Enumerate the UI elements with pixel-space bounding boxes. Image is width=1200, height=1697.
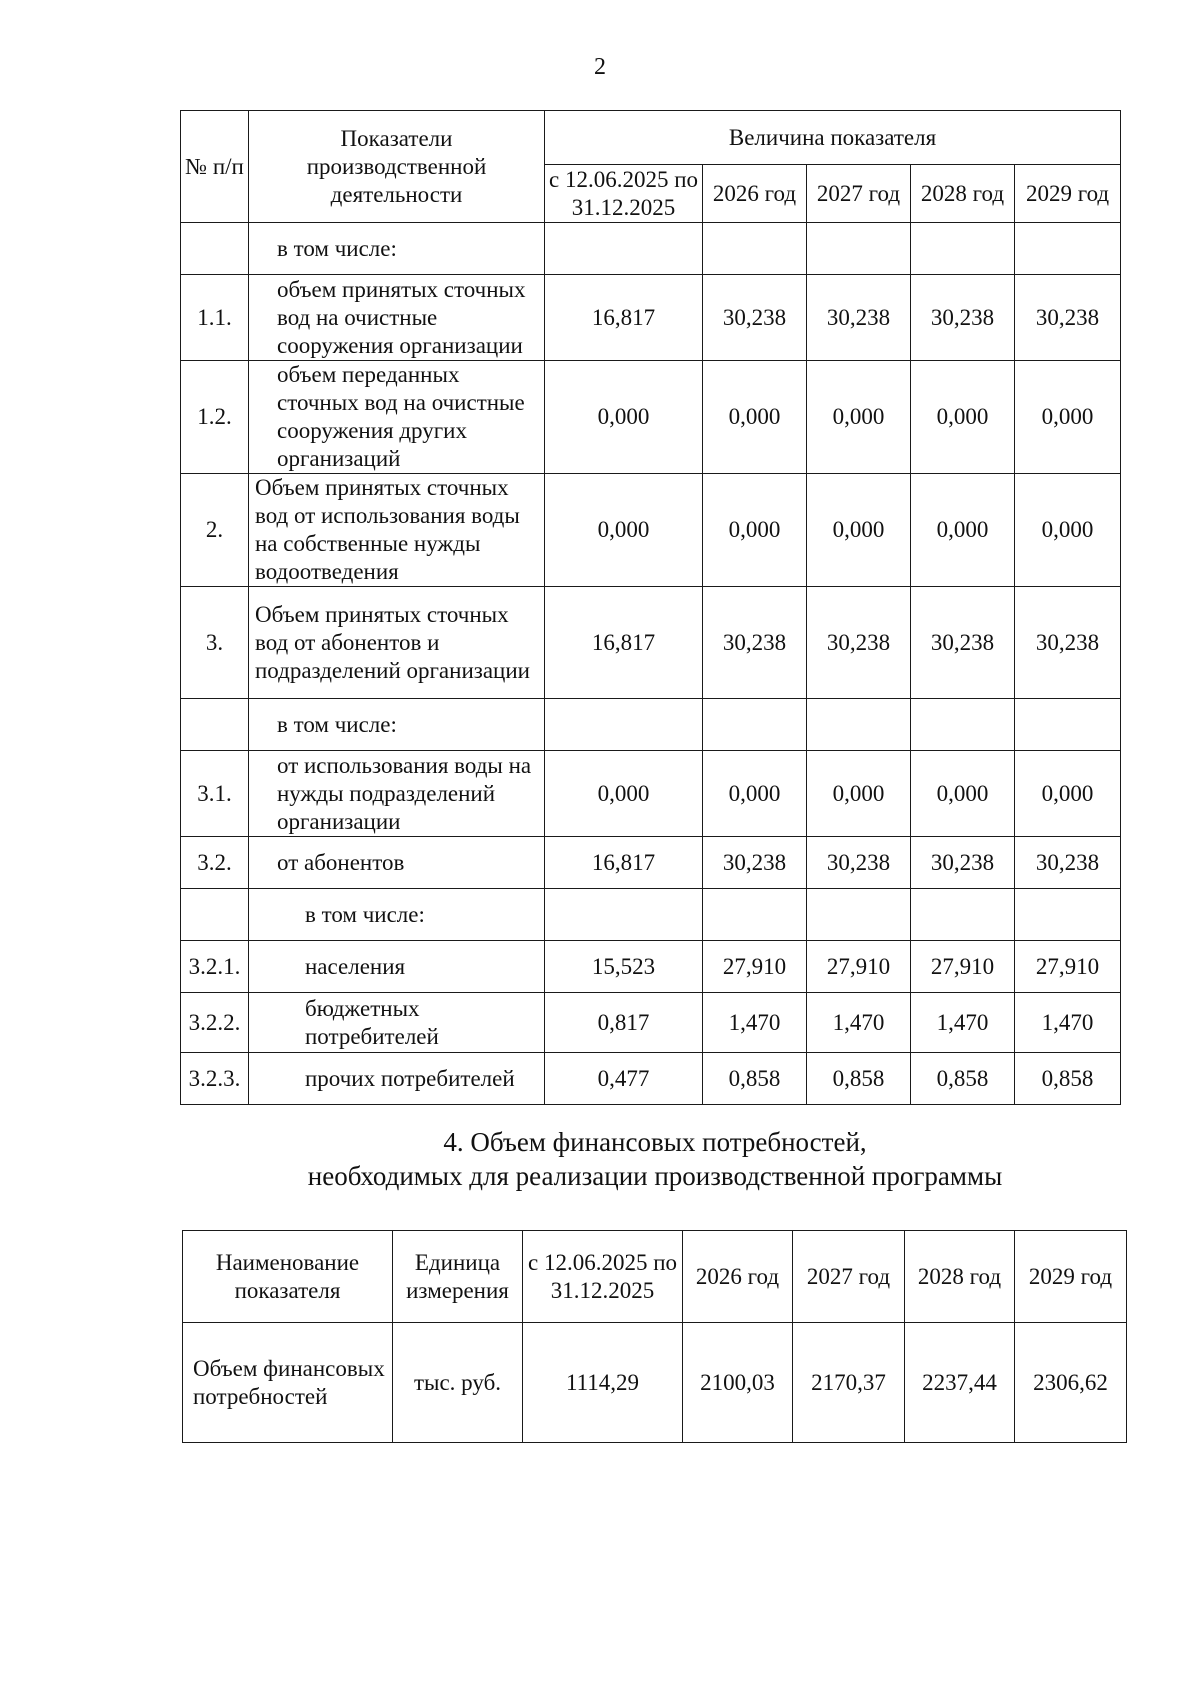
column-header-value-group: Величина показателя bbox=[545, 111, 1121, 165]
row-value: 0,000 bbox=[807, 751, 911, 837]
column-header-period: 2026 год bbox=[703, 165, 807, 223]
page-number: 2 bbox=[594, 54, 606, 80]
row-value: 30,238 bbox=[807, 837, 911, 889]
row-value: 30,238 bbox=[703, 837, 807, 889]
row-number: 3.2. bbox=[181, 837, 249, 889]
row-value: 30,238 bbox=[807, 275, 911, 361]
column-header-period: 2029 год bbox=[1015, 1231, 1127, 1323]
row-number bbox=[181, 889, 249, 941]
row-value: 27,910 bbox=[807, 941, 911, 993]
column-header-period: с 12.06.2025 по 31.12.2025 bbox=[523, 1231, 683, 1323]
row-value: 0,000 bbox=[545, 751, 703, 837]
row-value: 0,000 bbox=[1015, 361, 1121, 474]
row-value: 0,000 bbox=[545, 361, 703, 474]
row-value: 1,470 bbox=[807, 993, 911, 1053]
column-header-period: с 12.06.2025 по 31.12.2025 bbox=[545, 165, 703, 223]
table-row bbox=[181, 699, 1121, 751]
row-value: 0,000 bbox=[1015, 474, 1121, 587]
row-value: 1,470 bbox=[703, 993, 807, 1053]
row-value bbox=[807, 699, 911, 751]
row-value: 0,000 bbox=[807, 361, 911, 474]
row-value: 2237,44 bbox=[905, 1323, 1015, 1443]
row-value: 2170,37 bbox=[793, 1323, 905, 1443]
row-value: 0,000 bbox=[911, 751, 1015, 837]
row-value: 27,910 bbox=[1015, 941, 1121, 993]
row-value: 0,000 bbox=[1015, 751, 1121, 837]
row-label: Объем финансовых потребностей bbox=[183, 1323, 393, 1443]
row-value: 15,523 bbox=[545, 941, 703, 993]
row-value: 27,910 bbox=[703, 941, 807, 993]
row-label: бюджетных потребителей bbox=[249, 993, 545, 1053]
row-value: 0,000 bbox=[703, 474, 807, 587]
row-value: 1114,29 bbox=[523, 1323, 683, 1443]
row-value: 0,000 bbox=[703, 751, 807, 837]
column-header-indicator: Показатели производственной деятельности bbox=[249, 111, 545, 223]
row-value bbox=[703, 699, 807, 751]
row-value: 30,238 bbox=[1015, 837, 1121, 889]
row-label: Объем принятых сточных вод от абонентов и подразделений организации bbox=[249, 587, 545, 699]
column-header-period: 2026 год bbox=[683, 1231, 793, 1323]
table-row bbox=[181, 275, 1121, 361]
row-label: прочих потребителей bbox=[249, 1053, 545, 1105]
row-label: объем принятых сточных вод на очистные сооружения организации bbox=[249, 275, 545, 361]
section-title-line-1: 4. Объем финансовых потребностей, bbox=[443, 1127, 867, 1157]
row-value: 30,238 bbox=[911, 587, 1015, 699]
row-number: 3.1. bbox=[181, 751, 249, 837]
row-value: 16,817 bbox=[545, 275, 703, 361]
row-value bbox=[545, 699, 703, 751]
row-value: 16,817 bbox=[545, 837, 703, 889]
column-header-unit: Единица измерения bbox=[393, 1231, 523, 1323]
row-value: 2306,62 bbox=[1015, 1323, 1127, 1443]
table-row bbox=[181, 751, 1121, 837]
row-value: 30,238 bbox=[703, 587, 807, 699]
row-value: 0,000 bbox=[911, 361, 1015, 474]
row-number: 3.2.3. bbox=[181, 1053, 249, 1105]
row-value: 0,817 bbox=[545, 993, 703, 1053]
row-label: от использования воды на нужды подразделений организации bbox=[249, 751, 545, 837]
row-value: 0,000 bbox=[545, 474, 703, 587]
column-header-period: 2028 год bbox=[911, 165, 1015, 223]
table-row bbox=[181, 993, 1121, 1053]
row-value: 0,477 bbox=[545, 1053, 703, 1105]
table-row bbox=[181, 361, 1121, 474]
row-value bbox=[911, 699, 1015, 751]
row-value: 0,858 bbox=[807, 1053, 911, 1105]
row-number bbox=[181, 223, 249, 275]
table-row bbox=[181, 223, 1121, 275]
row-label: объем переданных сточных вод на очистные сооружения других организаций bbox=[249, 361, 545, 474]
table-row bbox=[181, 941, 1121, 993]
column-header-name: Наименование показателя bbox=[183, 1231, 393, 1323]
row-value: 0,858 bbox=[911, 1053, 1015, 1105]
column-header-period: 2027 год bbox=[793, 1231, 905, 1323]
row-label: населения bbox=[249, 941, 545, 993]
row-label: в том числе: bbox=[249, 223, 545, 275]
row-value: 30,238 bbox=[807, 587, 911, 699]
row-value bbox=[807, 889, 911, 941]
row-label: от абонентов bbox=[249, 837, 545, 889]
row-value: 30,238 bbox=[703, 275, 807, 361]
table-row bbox=[183, 1323, 1127, 1443]
row-number: 1.1. bbox=[181, 275, 249, 361]
row-number bbox=[181, 699, 249, 751]
row-value bbox=[703, 223, 807, 275]
column-header-period: 2029 год bbox=[1015, 165, 1121, 223]
row-number: 3.2.1. bbox=[181, 941, 249, 993]
row-number: 1.2. bbox=[181, 361, 249, 474]
row-value: 1,470 bbox=[911, 993, 1015, 1053]
row-number: 3.2.2. bbox=[181, 993, 249, 1053]
row-value: 2100,03 bbox=[683, 1323, 793, 1443]
production-indicators-table bbox=[180, 110, 1121, 1105]
row-label: в том числе: bbox=[249, 889, 545, 941]
row-value: 0,858 bbox=[703, 1053, 807, 1105]
table-row bbox=[181, 474, 1121, 587]
column-header-number: № п/п bbox=[181, 111, 249, 223]
financial-needs-table bbox=[182, 1230, 1127, 1443]
row-label: в том числе: bbox=[249, 699, 545, 751]
row-label: Объем принятых сточных вод от использования воды на собственные нужды водоотведения bbox=[249, 474, 545, 587]
row-value bbox=[1015, 223, 1121, 275]
table-row bbox=[181, 587, 1121, 699]
row-value: 30,238 bbox=[1015, 275, 1121, 361]
row-value: 1,470 bbox=[1015, 993, 1121, 1053]
table-row bbox=[181, 837, 1121, 889]
row-value bbox=[911, 889, 1015, 941]
row-value: 30,238 bbox=[911, 837, 1015, 889]
row-value bbox=[1015, 699, 1121, 751]
column-header-period: 2028 год bbox=[905, 1231, 1015, 1323]
column-header-period: 2027 год bbox=[807, 165, 911, 223]
row-value bbox=[703, 889, 807, 941]
row-value bbox=[545, 223, 703, 275]
section-title bbox=[0, 1125, 1200, 1193]
row-value bbox=[911, 223, 1015, 275]
row-value: 30,238 bbox=[911, 275, 1015, 361]
row-value: 27,910 bbox=[911, 941, 1015, 993]
row-number: 2. bbox=[181, 474, 249, 587]
row-number: 3. bbox=[181, 587, 249, 699]
row-value: 0,000 bbox=[703, 361, 807, 474]
row-value: 30,238 bbox=[1015, 587, 1121, 699]
row-unit: тыс. руб. bbox=[393, 1323, 523, 1443]
row-value: 0,000 bbox=[911, 474, 1015, 587]
row-value bbox=[1015, 889, 1121, 941]
section-title-line-2: необходимых для реализации производственной программы bbox=[307, 1161, 1003, 1191]
table-row bbox=[181, 1053, 1121, 1105]
row-value: 0,000 bbox=[807, 474, 911, 587]
row-value bbox=[545, 889, 703, 941]
row-value: 16,817 bbox=[545, 587, 703, 699]
table-row bbox=[181, 889, 1121, 941]
row-value bbox=[807, 223, 911, 275]
row-value: 0,858 bbox=[1015, 1053, 1121, 1105]
